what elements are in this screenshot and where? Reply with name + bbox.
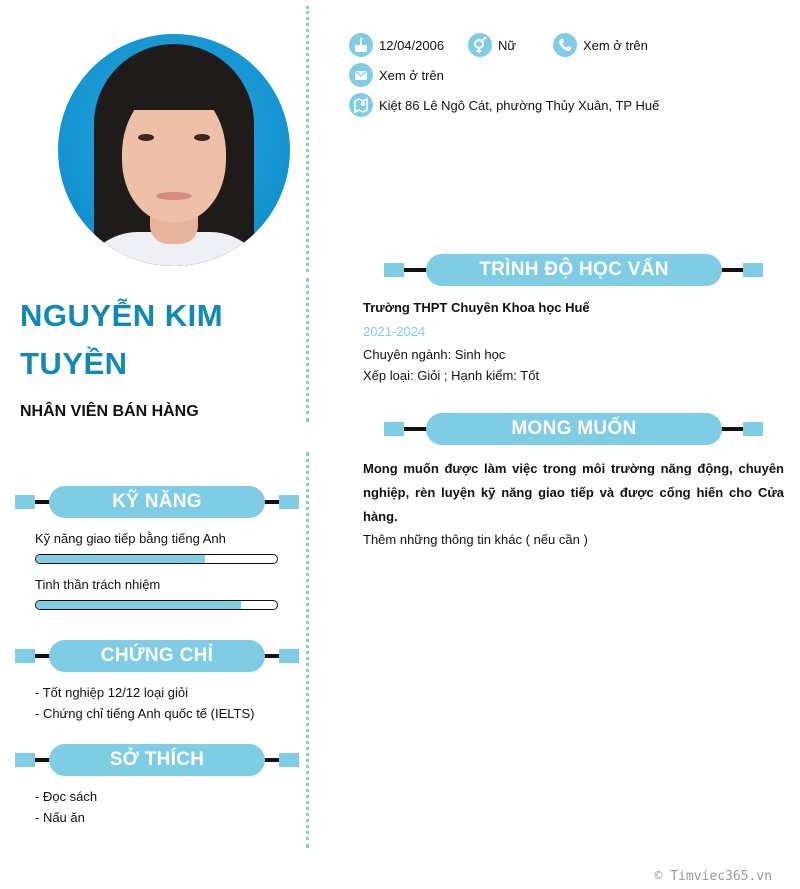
certificates-title: CHỨNG CHỈ [49,640,265,672]
gender-text: Nữ [498,37,517,53]
job-title: NHÂN VIÊN BÁN HÀNG [20,403,199,420]
education-major: Chuyên ngành: Sinh học [363,347,506,362]
skills-header [15,486,299,518]
contact-gender [468,33,516,57]
education-title: TRÌNH ĐỘ HỌC VẤN [426,254,722,286]
skill-bar-2 [35,600,278,610]
skill-label-2: Tinh thần trách nhiệm [35,577,161,592]
education-school: Trường THPT Chuyên Khoa học Huế [363,300,590,315]
phone-text: Xem ở trên [583,37,648,53]
hobbies-header [15,744,299,776]
objective-title: MONG MUỐN [426,413,722,445]
objective-extra: Thêm những thông tin khác ( nếu cần ) [363,532,588,547]
contact-phone [553,33,648,57]
divider-top [306,6,309,272]
objective-text: Mong muốn được làm việc trong môi trường năng động, chuyên nghiệp, rèn luyện kỹ năng giao tiếp và được cống hiến cho Cửa hàng. [363,461,784,524]
contact-address [349,93,659,117]
objective-header [384,413,763,445]
skills-title: KỸ NĂNG [49,486,265,518]
mail-icon [349,63,373,87]
watermark: © Timviec365.vn [654,869,772,884]
skill-label-1: Kỹ năng giao tiếp bằng tiếng Anh [35,531,226,546]
profile-photo [58,34,290,266]
phone-icon [553,33,577,57]
candidate-name: NGUYỄN KIM TUYỀN [20,298,224,381]
contact-birthday [349,33,444,57]
cake-icon [349,33,373,57]
hobby-item-2: - Nấu ăn [35,810,85,825]
education-header [384,254,763,286]
contact-email [349,63,444,87]
email-text: Xem ở trên [379,67,444,83]
divider-bottom [306,452,309,848]
divider-middle [306,278,309,422]
address-text: Kiệt 86 Lê Ngô Cát, phường Thủy Xuân, TP Huế [379,97,660,113]
gender-icon [468,33,492,57]
skill-bar-1 [35,554,278,564]
map-pin-icon [349,93,373,117]
certificates-header [15,640,299,672]
certificate-item-2: - Chứng chỉ tiếng Anh quốc tế (IELTS) [35,706,255,721]
certificate-item-1: - Tốt nghiệp 12/12 loại giỏi [35,685,188,700]
hobbies-title: SỞ THÍCH [49,744,265,776]
education-years: 2021-2024 [363,324,426,339]
hobby-item-1: - Đọc sách [35,789,98,804]
birthday-text: 12/04/2006 [379,37,445,53]
education-grade: Xếp loại: Giỏi ; Hạnh kiểm: Tốt [363,368,540,383]
